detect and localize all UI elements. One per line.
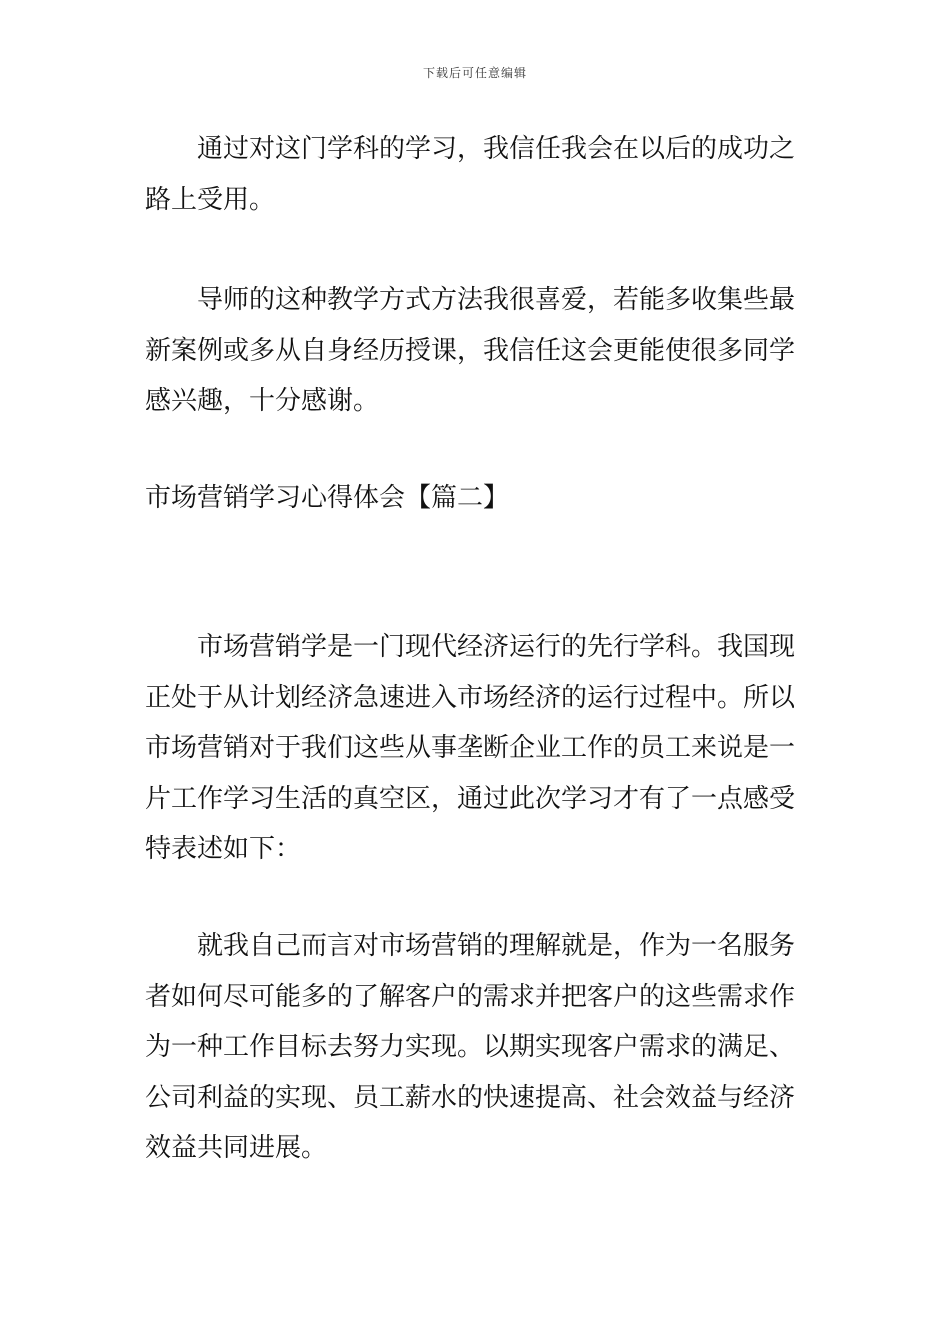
paragraph-2 bbox=[145, 275, 807, 427]
paragraph-line: 特表述如下： bbox=[145, 834, 302, 864]
section-heading bbox=[145, 473, 807, 524]
paragraph-line: 市场营销学是一门现代经济运行的先行学科。我国现 bbox=[197, 632, 796, 662]
paragraph-line: 感兴趣，十分感谢。 bbox=[145, 386, 380, 416]
paragraph-4 bbox=[145, 921, 807, 1174]
paragraph-line: 就我自己而言对市场营销的理解就是，作为一名服务 bbox=[197, 931, 796, 961]
paragraph-line: 正处于从计划经济急速进入市场经济的运行过程中。所以 bbox=[145, 682, 796, 713]
paragraph-line: 公司利益的实现、员工薪水的快速提高、社会效益与经济 bbox=[145, 1082, 796, 1113]
paragraph-3 bbox=[145, 622, 807, 875]
paragraph-line: 通过对这门学科的学习，我信任我会在以后的成功之 bbox=[197, 134, 796, 164]
paragraph-line: 市场营销对于我们这些从事垄断企业工作的员工来说是一 bbox=[145, 733, 796, 763]
paragraph-line: 导师的这种教学方式方法我很喜爱，若能多收集些最 bbox=[197, 285, 796, 315]
page-header-note: 下载后可任意编辑 bbox=[422, 66, 527, 80]
paragraph-1 bbox=[145, 124, 807, 225]
section-heading-text: 市场营销学习心得体会【篇二】 bbox=[145, 483, 510, 513]
paragraph-line: 为一种工作目标去努力实现。以期实现客户需求的满足、 bbox=[145, 1032, 796, 1062]
paragraph-line: 新案例或多从自身经历授课，我信任这会更能使很多同学 bbox=[145, 335, 796, 366]
paragraph-line: 效益共同进展。 bbox=[145, 1133, 328, 1163]
paragraph-line: 片工作学习生活的真空区，通过此次学习才有了一点感受 bbox=[145, 783, 796, 814]
paragraph-line: 路上受用。 bbox=[145, 184, 276, 215]
paragraph-line: 者如何尽可能多的了解客户的需求并把客户的这些需求作 bbox=[145, 981, 796, 1012]
